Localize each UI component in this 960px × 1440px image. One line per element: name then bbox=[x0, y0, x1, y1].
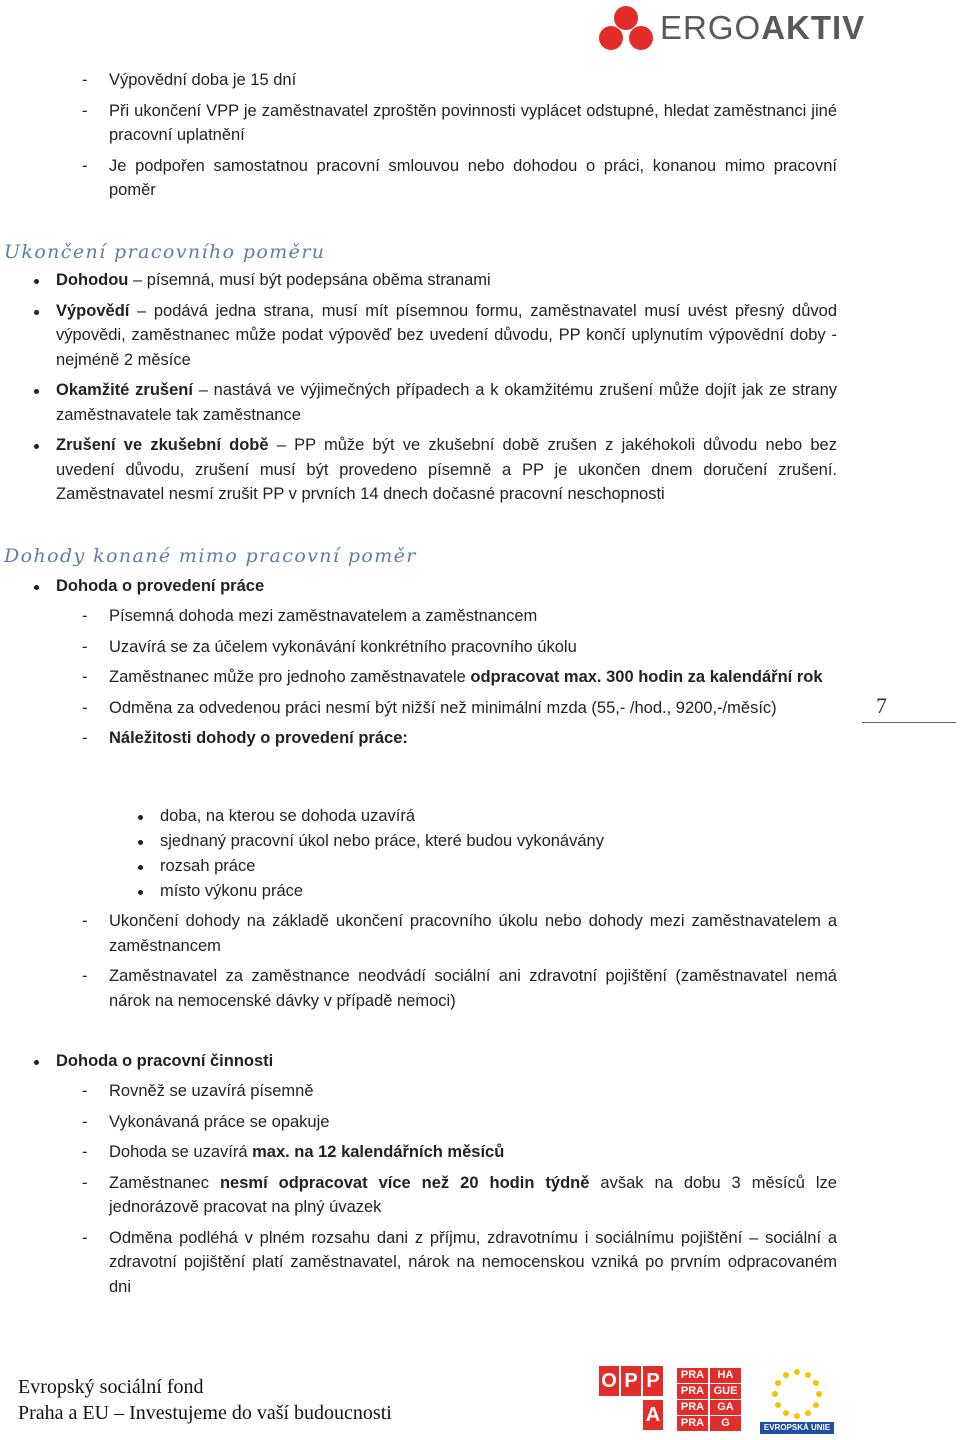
termination-list bbox=[32, 268, 837, 507]
praha-cell: HA bbox=[710, 1368, 741, 1383]
praha-logo bbox=[677, 1368, 741, 1432]
list-item: - Při ukončení VPP je zaměstnavatel zproštěn povinnosti vyplácet odstupné, hledat zaměstnanci jiné pracovní uplatnění bbox=[82, 99, 837, 148]
section-heading-ukonceni: Ukončení pracovního poměru bbox=[4, 241, 326, 263]
dpc-title-list bbox=[32, 1049, 837, 1074]
list-item: Výpovědí – podává jedna strana, musí mít písemnou formu, zaměstnavatel musí uvést přesný důvod výpovědi, zaměstnanec může podat výpověď bez uvedení důvodu, PP končí uplynutím výpovědní doby - nejméně 2 měsíce bbox=[32, 299, 837, 373]
ergoaktiv-logo-icon bbox=[598, 4, 654, 54]
list-item: - Uzavírá se za účelem vykonávání konkrétního pracovního úkolu bbox=[82, 635, 837, 660]
list-item: Dohodou – písemná, musí být podepsána oběma stranami bbox=[32, 268, 837, 293]
praha-cell: PRA bbox=[677, 1416, 708, 1431]
dpc-list bbox=[82, 1079, 837, 1299]
dpp-list-end bbox=[82, 909, 837, 1013]
oppa-letter: O bbox=[599, 1366, 619, 1396]
footer-fund-name: Evropský sociální fond bbox=[18, 1376, 204, 1398]
intro-list bbox=[82, 68, 837, 203]
list-item: - Vykonávaná práce se opakuje bbox=[82, 1110, 837, 1135]
list-item: - Je podpořen samostatnou pracovní smlouvou nebo dohodou o práci, konanou mimo pracovní poměr bbox=[82, 154, 837, 203]
page-number: 7 bbox=[876, 693, 887, 718]
footer-slogan: Praha a EU – Investujeme do vaší budoucnosti bbox=[18, 1402, 392, 1424]
praha-cell: G bbox=[710, 1416, 741, 1431]
list-item: rozsah práce bbox=[136, 854, 836, 879]
list-item: - Zaměstnavatel za zaměstnance neodvádí sociální ani zdravotní pojištění (zaměstnavatel nemá nárok na nemocenské dávky v případě nemoci) bbox=[82, 964, 837, 1013]
oppa-letter: P bbox=[621, 1366, 641, 1396]
list-item: doba, na kterou se dohoda uzavírá bbox=[136, 804, 836, 829]
dpp-requirements-list bbox=[136, 804, 836, 904]
logo-wordmark: ERGOAKTIV bbox=[660, 9, 866, 46]
list-item: - Rovněž se uzavírá písemně bbox=[82, 1079, 837, 1104]
praha-cell: PRA bbox=[677, 1400, 708, 1415]
praha-cell: GUE bbox=[710, 1384, 741, 1399]
list-item: - Písemná dohoda mezi zaměstnavatelem a zaměstnancem bbox=[82, 604, 837, 629]
list-item: - Zaměstnanec nesmí odpracovat více než 20 hodin týdně avšak na dobu 3 měsíců lze jednorázově pracovat na plný úvazek bbox=[82, 1171, 837, 1220]
praha-cell: PRA bbox=[677, 1384, 708, 1399]
praha-cell: GA bbox=[710, 1400, 741, 1415]
eu-stars-icon bbox=[760, 1364, 834, 1422]
dpc-title: Dohoda o pracovní činnosti bbox=[32, 1049, 837, 1074]
page-number-rule bbox=[862, 722, 956, 723]
list-item: - Zaměstnanec může pro jednoho zaměstnavatele odpracovat max. 300 hodin za kalendářní rok bbox=[82, 665, 837, 690]
dpp-title-list bbox=[32, 574, 837, 599]
eu-label: EVROPSKÁ UNIE bbox=[760, 1422, 834, 1434]
dpp-list bbox=[82, 604, 837, 751]
list-item: - Ukončení dohody na základě ukončení pracovního úkolu nebo dohody mezi zaměstnavatelem a zaměstnancem bbox=[82, 909, 837, 958]
list-item: sjednaný pracovní úkol nebo práce, které budou vykonávány bbox=[136, 829, 836, 854]
list-item: - Dohoda se uzavírá max. na 12 kalendářních měsíců bbox=[82, 1140, 837, 1165]
list-item: - Odměna podléhá v plném rozsahu dani z příjmu, zdravotnímu i sociálnímu pojištění – sociální a zdravotní pojištění platí zaměstnavatel, nárok na nemocenskou vzniká po prvním odpracovaném dni bbox=[82, 1226, 837, 1300]
praha-cell: PRA bbox=[677, 1368, 708, 1383]
ergoaktiv-logo bbox=[598, 4, 866, 54]
list-item: - Výpovědní doba je 15 dní bbox=[82, 68, 837, 93]
eu-logo bbox=[760, 1364, 834, 1434]
list-item: místo výkonu práce bbox=[136, 879, 836, 904]
dpp-title: Dohoda o provedení práce bbox=[32, 574, 837, 599]
section-heading-dohody: Dohody konané mimo pracovní poměr bbox=[4, 545, 417, 567]
oppa-letter: P bbox=[643, 1366, 663, 1396]
oppa-letter: A bbox=[643, 1400, 663, 1430]
list-item: - Náležitosti dohody o provedení práce: bbox=[82, 726, 837, 751]
list-item: Okamžité zrušení – nastává ve výjimečných případech a k okamžitému zrušení může dojít jak ze strany zaměstnavatele tak zaměstnance bbox=[32, 378, 837, 427]
list-item: Zrušení ve zkušební době – PP může být ve zkušební době zrušen z jakéhokoli důvodu nebo bez uvedení důvodu, zrušení musí být provedeno písemně a PP je ukončen dnem doručení zrušení. Zaměstnavatel nesmí zrušit PP v prvních 14 dnech dočasné pracovní neschopnosti bbox=[32, 433, 837, 507]
oppa-logo bbox=[599, 1366, 669, 1432]
list-item: - Odměna za odvedenou práci nesmí být nižší než minimální mzda (55,- /hod., 9200,-/měsíc) bbox=[82, 696, 837, 721]
